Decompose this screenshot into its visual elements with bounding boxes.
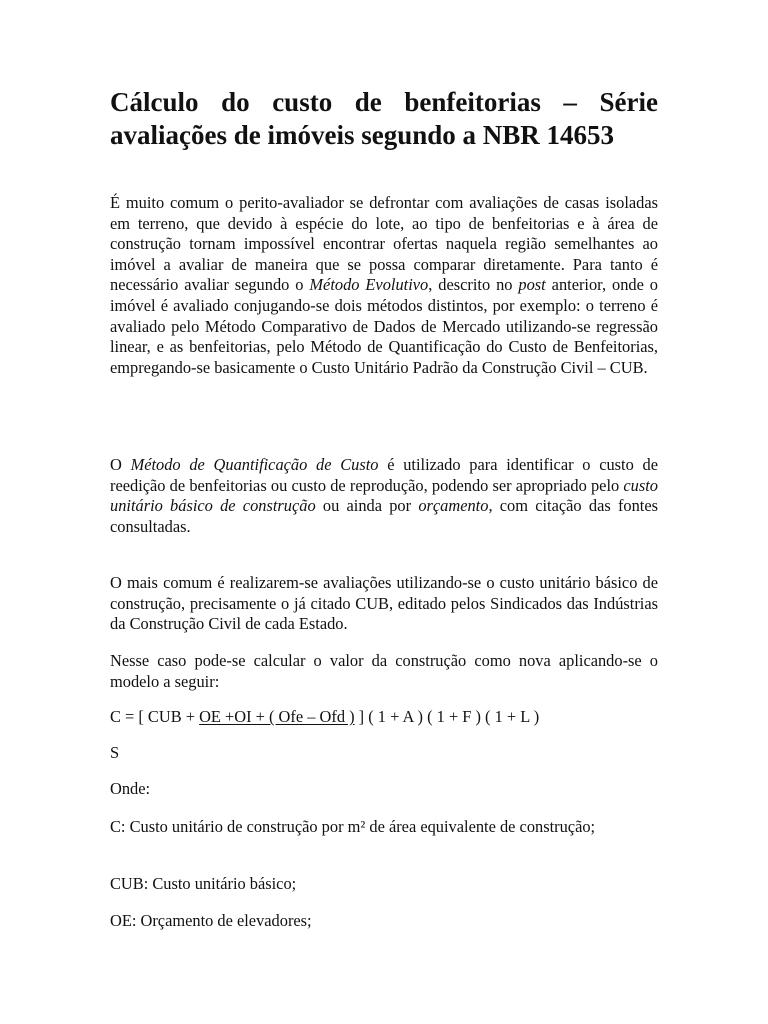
definition-cub: CUB: Custo unitário básico; — [110, 874, 297, 893]
method-prefix: O — [110, 455, 131, 474]
method-orcamento: orçamento — [418, 496, 489, 516]
formula — [110, 707, 658, 728]
document-title: Cálculo do custo de benfeitorias – Série avaliações de imóveis segundo a NBR 14653 — [110, 87, 658, 150]
formula-end: ] ( 1 + A ) ( 1 + F ) ( 1 + L ) — [354, 707, 540, 726]
intro-text-3: anterior, onde o imóvel é avaliado conjugando-se dois métodos distintos, por exemplo: o terreno é avaliado pelo Método Comparativo de Dados de Mercado utilizando-se regressão linear, e as benfeitorias, pelo Método de Quantificação do Custo de Benfeitorias, empregando-se basicamente o Custo Unitário Padrão da Construção Civil – CUB. — [110, 275, 658, 377]
onde-label: Onde: — [110, 779, 151, 798]
intro-post: post — [518, 275, 546, 295]
formula-start: C = [ CUB + — [110, 707, 200, 726]
definition-oe: OE: Orçamento de elevadores; — [110, 911, 312, 930]
intro-method-evolutivo: Método Evolutivo — [309, 275, 429, 295]
method-name: Método de Quantificação de Custo — [130, 455, 379, 474]
formula-numerator: OE +OI + ( Ofe – Ofd ) — [199, 707, 355, 726]
method-text-2: ou ainda por — [315, 496, 419, 516]
method-paragraph — [110, 455, 658, 537]
method-cub-italic: custo unitário básico de construção — [110, 475, 658, 516]
intro-paragraph — [110, 193, 658, 378]
method-text-1: é utilizado para identificar o custo de reedição de benfeitorias ou custo de reprodução, podendo ser apropriado pelo — [110, 455, 658, 495]
formula-denominator: S — [110, 743, 120, 762]
model-paragraph: Nesse caso pode-se calcular o valor da construção como nova aplicando-se o modelo a seguir: — [110, 651, 658, 691]
common-paragraph: O mais comum é realizarem-se avaliações utilizando-se o custo unitário básico de construção, precisamente o já citado CUB, editado pelos Sindicados das Indústrias da Construção Civil de cada Estado. — [110, 573, 658, 634]
intro-text-1: É muito comum o perito-avaliador se defrontar com avaliações de casas isoladas em terreno, que devido à espécie do lote, ao tipo de benfeitorias e à área de construção tornam impossível encontrar ofertas naquela região semelhantes ao imóvel a avaliar de maneira que se possa comparar diretamente. Para tanto é necessário avaliar segundo o — [110, 193, 658, 295]
definition-c: C: Custo unitário de construção por m² de área equivalente de construção; — [110, 817, 596, 836]
method-text-3: , com citação das fontes consultadas. — [110, 496, 659, 536]
intro-text-2: , descrito no — [428, 275, 519, 295]
